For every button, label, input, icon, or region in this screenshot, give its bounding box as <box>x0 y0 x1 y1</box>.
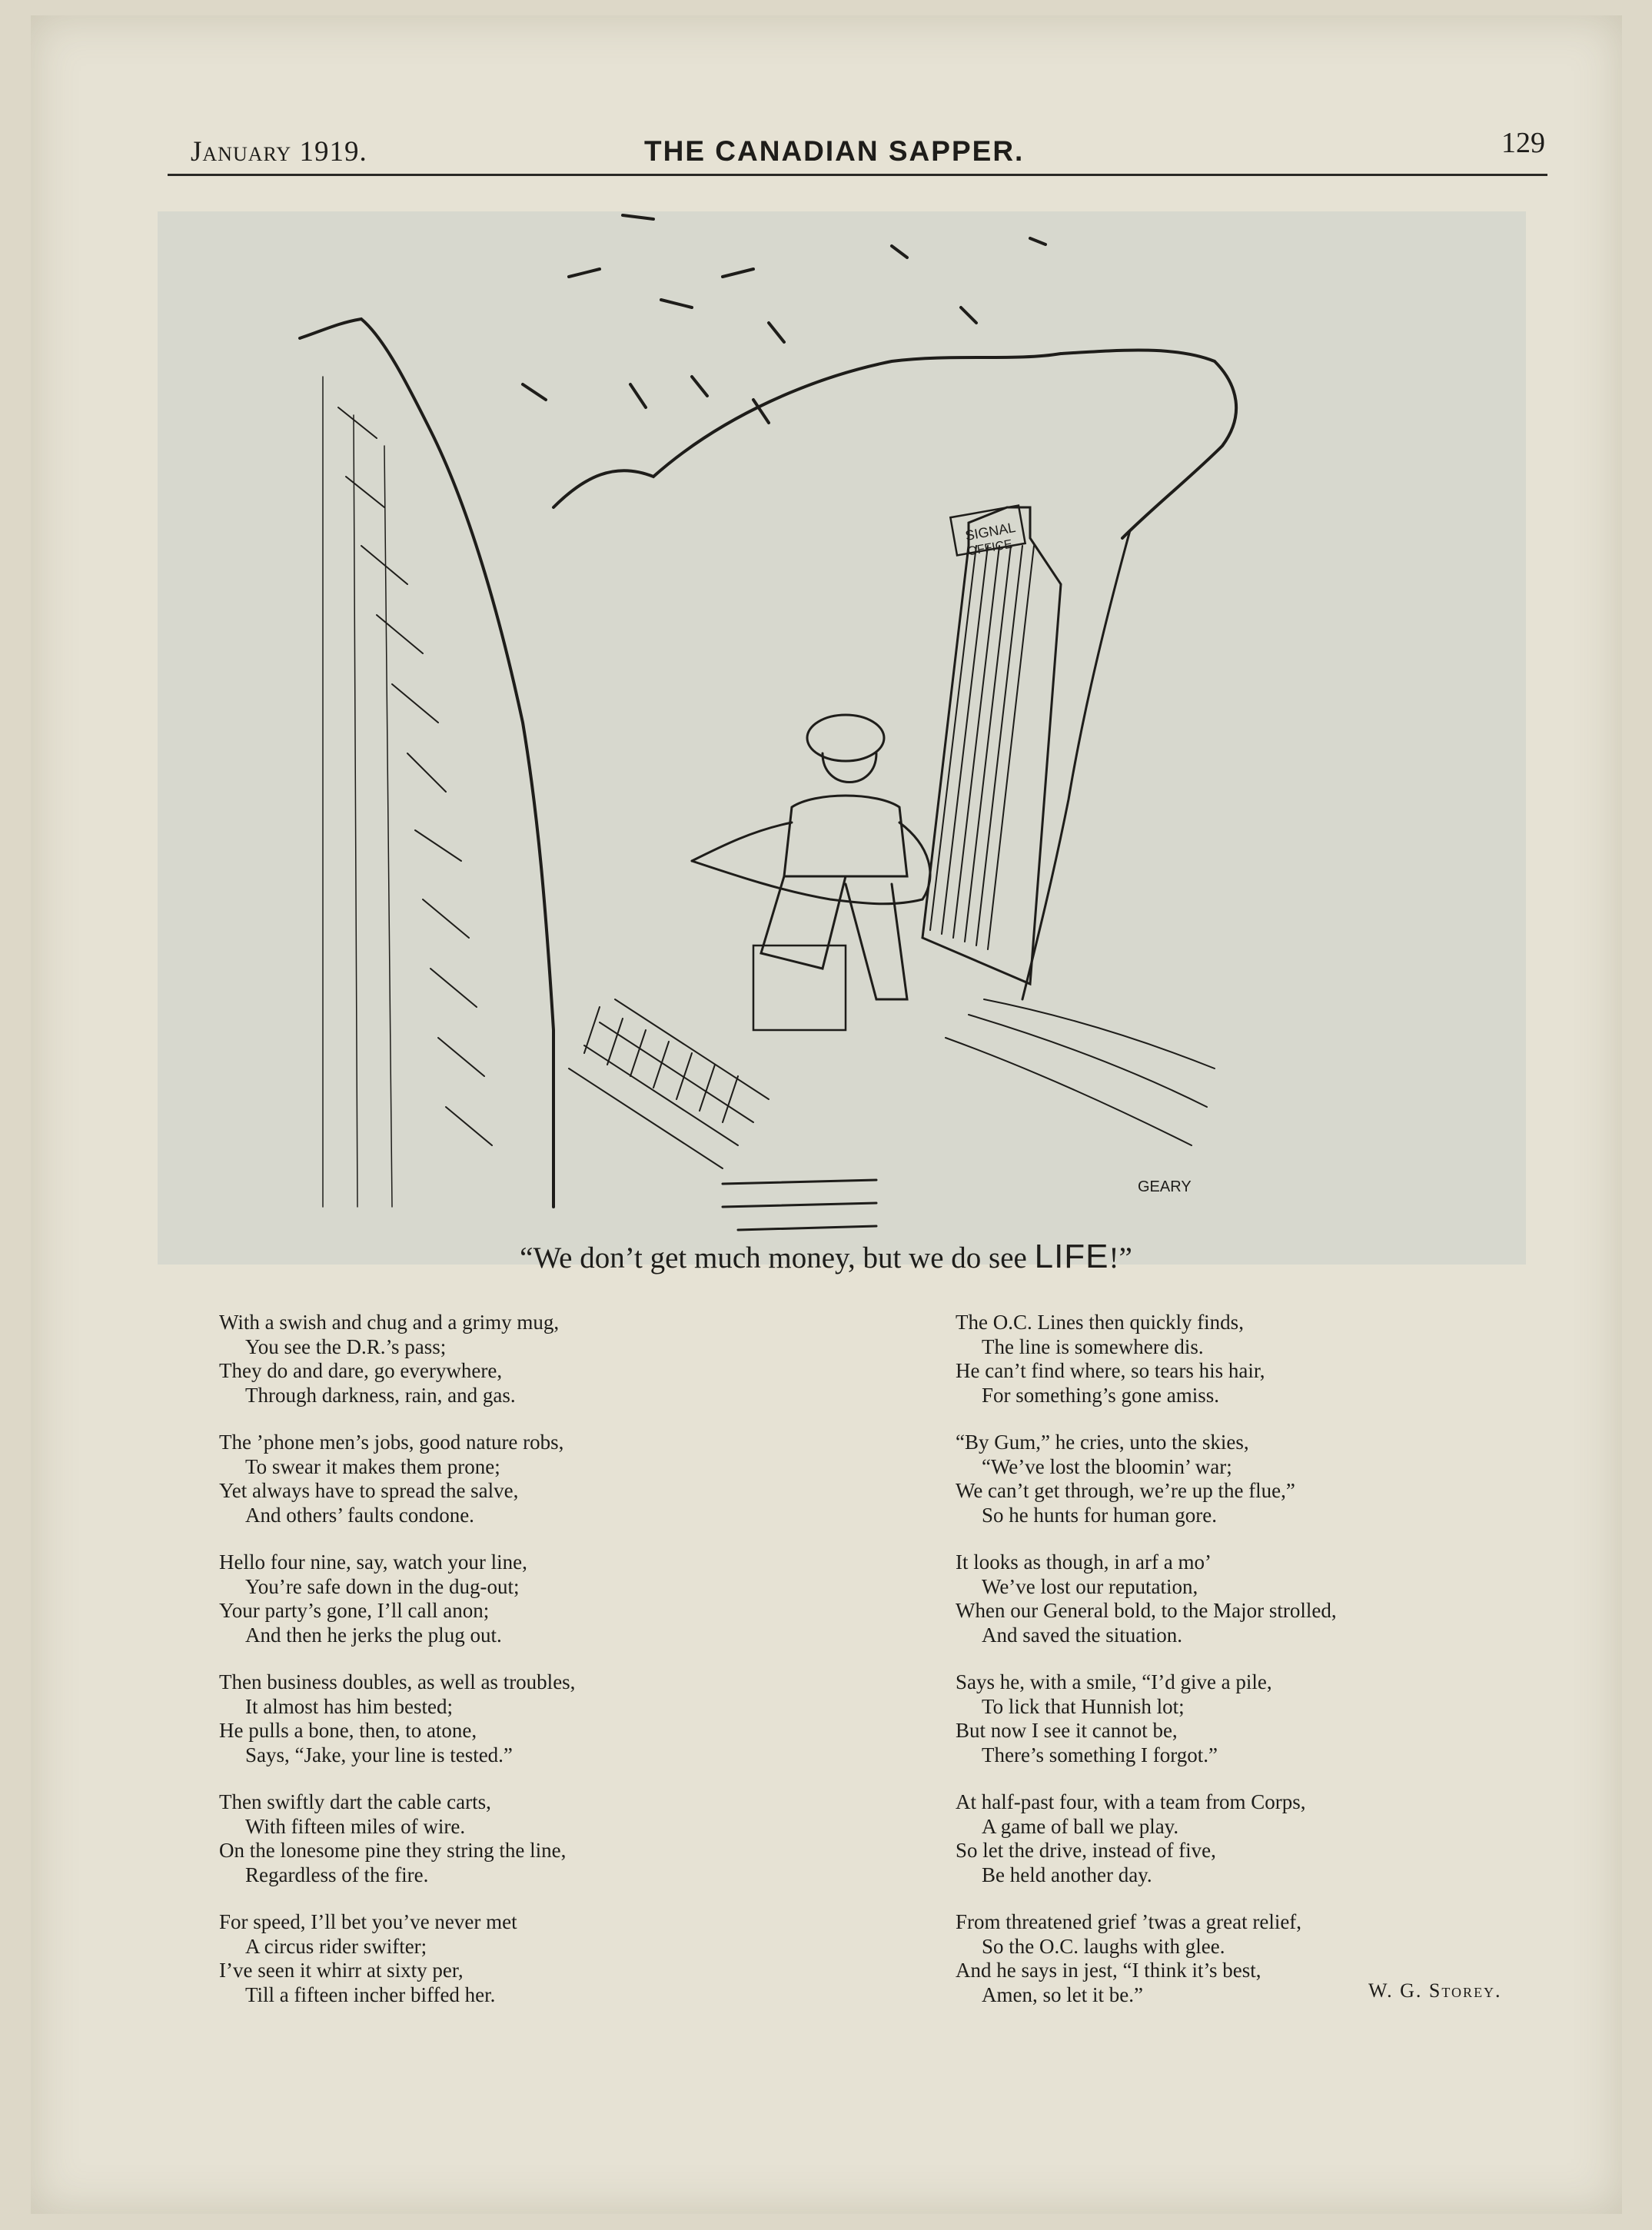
poem-line: And saved the situation. <box>982 1623 1182 1647</box>
poem-line: To swear it makes them prone; <box>245 1454 500 1478</box>
poem-line: You see the D.R.’s pass; <box>245 1334 447 1358</box>
poem-stanza <box>219 1311 803 1407</box>
poem-line: “We’ve lost the bloomin’ war; <box>982 1454 1232 1478</box>
poem-line: The O.C. Lines then quickly finds, <box>956 1311 1244 1334</box>
poem-stanza <box>956 1790 1571 1887</box>
poem-line: The line is somewhere dis. <box>982 1334 1204 1358</box>
poem-stanza <box>219 1431 803 1527</box>
poem-line: When our General bold, to the Major strolled, <box>956 1599 1337 1622</box>
poem-line: With a swish and chug and a grimy mug, <box>219 1311 560 1334</box>
poem-line: Till a fifteen incher biffed her. <box>245 1982 496 2006</box>
poem-line: With fifteen miles of wire. <box>245 1814 466 1838</box>
poem-line: They do and dare, go everywhere, <box>219 1359 503 1382</box>
signal-office-sign: SIGNAL <box>964 519 1017 544</box>
poem-stanza <box>219 1670 803 1767</box>
issue-date: January 1919. <box>191 136 367 168</box>
poem-line: It almost has him bested; <box>245 1694 453 1718</box>
poem-line: Yet always have to spread the salve, <box>219 1479 519 1502</box>
poem-column-left <box>219 1311 803 2030</box>
magazine-title: THE CANADIAN SAPPER. <box>644 135 1025 167</box>
poem-line: Then business doubles, as well as troubles, <box>219 1670 576 1693</box>
poem-stanza <box>219 1790 803 1887</box>
poem-line: So let the drive, instead of five, <box>956 1839 1216 1862</box>
page-header <box>191 123 1545 177</box>
poem-stanza <box>219 1910 803 2007</box>
poem-line: For something’s gone amiss. <box>982 1383 1219 1407</box>
poem-line: There’s something I forgot.” <box>982 1743 1218 1766</box>
artist-signature: GEARY <box>1138 1178 1192 1195</box>
poem-line: Says, “Jake, your line is tested.” <box>245 1743 513 1766</box>
poem-line: “By Gum,” he cries, unto the skies, <box>956 1431 1249 1454</box>
poem-line: For speed, I’ll bet you’ve never met <box>219 1910 517 1933</box>
trench-cartoon-illustration <box>292 184 1338 1238</box>
poem-line: He can’t find where, so tears his hair, <box>956 1359 1265 1382</box>
poem-line: And then he jerks the plug out. <box>245 1623 502 1647</box>
poem-line: We’ve lost our reputation, <box>982 1574 1198 1598</box>
poem-stanza <box>956 1431 1571 1527</box>
caption-text: “We don’t get much money, but we do see <box>520 1241 1027 1275</box>
poem-line: You’re safe down in the dug-out; <box>245 1574 520 1598</box>
poem-line: Amen, so let it be.” <box>982 1982 1143 2006</box>
poem-line: To lick that Hunnish lot; <box>982 1694 1185 1718</box>
poem-line: Then swiftly dart the cable carts, <box>219 1790 491 1813</box>
poem-line: Says he, with a smile, “I’d give a pile, <box>956 1670 1272 1693</box>
author-signature: W. G. Storey. <box>1368 1979 1502 2002</box>
signal-office-sign-line2: OFFICE <box>966 537 1014 559</box>
poem-stanza <box>956 1311 1571 1407</box>
poem-stanza <box>956 1550 1571 1647</box>
poem-line: Regardless of the fire. <box>245 1863 429 1886</box>
poem-line: From threatened grief ’twas a great relief, <box>956 1910 1302 1933</box>
poem-stanza <box>219 1550 803 1647</box>
caption-emphasis: LIFE <box>1034 1238 1109 1275</box>
poem-line: And others’ faults condone. <box>245 1503 474 1527</box>
header-rule <box>168 174 1547 176</box>
caption-end: !” <box>1109 1241 1132 1275</box>
poem-stanza <box>956 1670 1571 1767</box>
poem-line: At half-past four, with a team from Corps, <box>956 1790 1306 1813</box>
poem-line: It looks as though, in arf a mo’ <box>956 1550 1212 1574</box>
poem-line: So the O.C. laughs with glee. <box>982 1934 1225 1958</box>
poem-line: I’ve seen it whirr at sixty per, <box>219 1959 464 1982</box>
poem-line: Hello four nine, say, watch your line, <box>219 1550 527 1574</box>
poem-line: The ’phone men’s jobs, good nature robs, <box>219 1431 564 1454</box>
poem-line: Your party’s gone, I’ll call anon; <box>219 1599 490 1622</box>
poem-line: On the lonesome pine they string the line, <box>219 1839 567 1862</box>
poem-line: So he hunts for human gore. <box>982 1503 1217 1527</box>
poem-line: Be held another day. <box>982 1863 1152 1886</box>
cartoon-caption <box>0 1238 1652 1276</box>
page-number: 129 <box>1501 127 1545 159</box>
poem-line: He pulls a bone, then, to atone, <box>219 1719 477 1742</box>
poem-line: And he says in jest, “I think it’s best, <box>956 1959 1261 1982</box>
poem-line: Through darkness, rain, and gas. <box>245 1383 516 1407</box>
poem-column-right <box>956 1311 1571 2030</box>
poem-line: A circus rider swifter; <box>245 1934 427 1958</box>
poem-line: But now I see it cannot be, <box>956 1719 1178 1742</box>
poem-line: We can’t get through, we’re up the flue,” <box>956 1479 1295 1502</box>
poem-line: A game of ball we play. <box>982 1814 1179 1838</box>
